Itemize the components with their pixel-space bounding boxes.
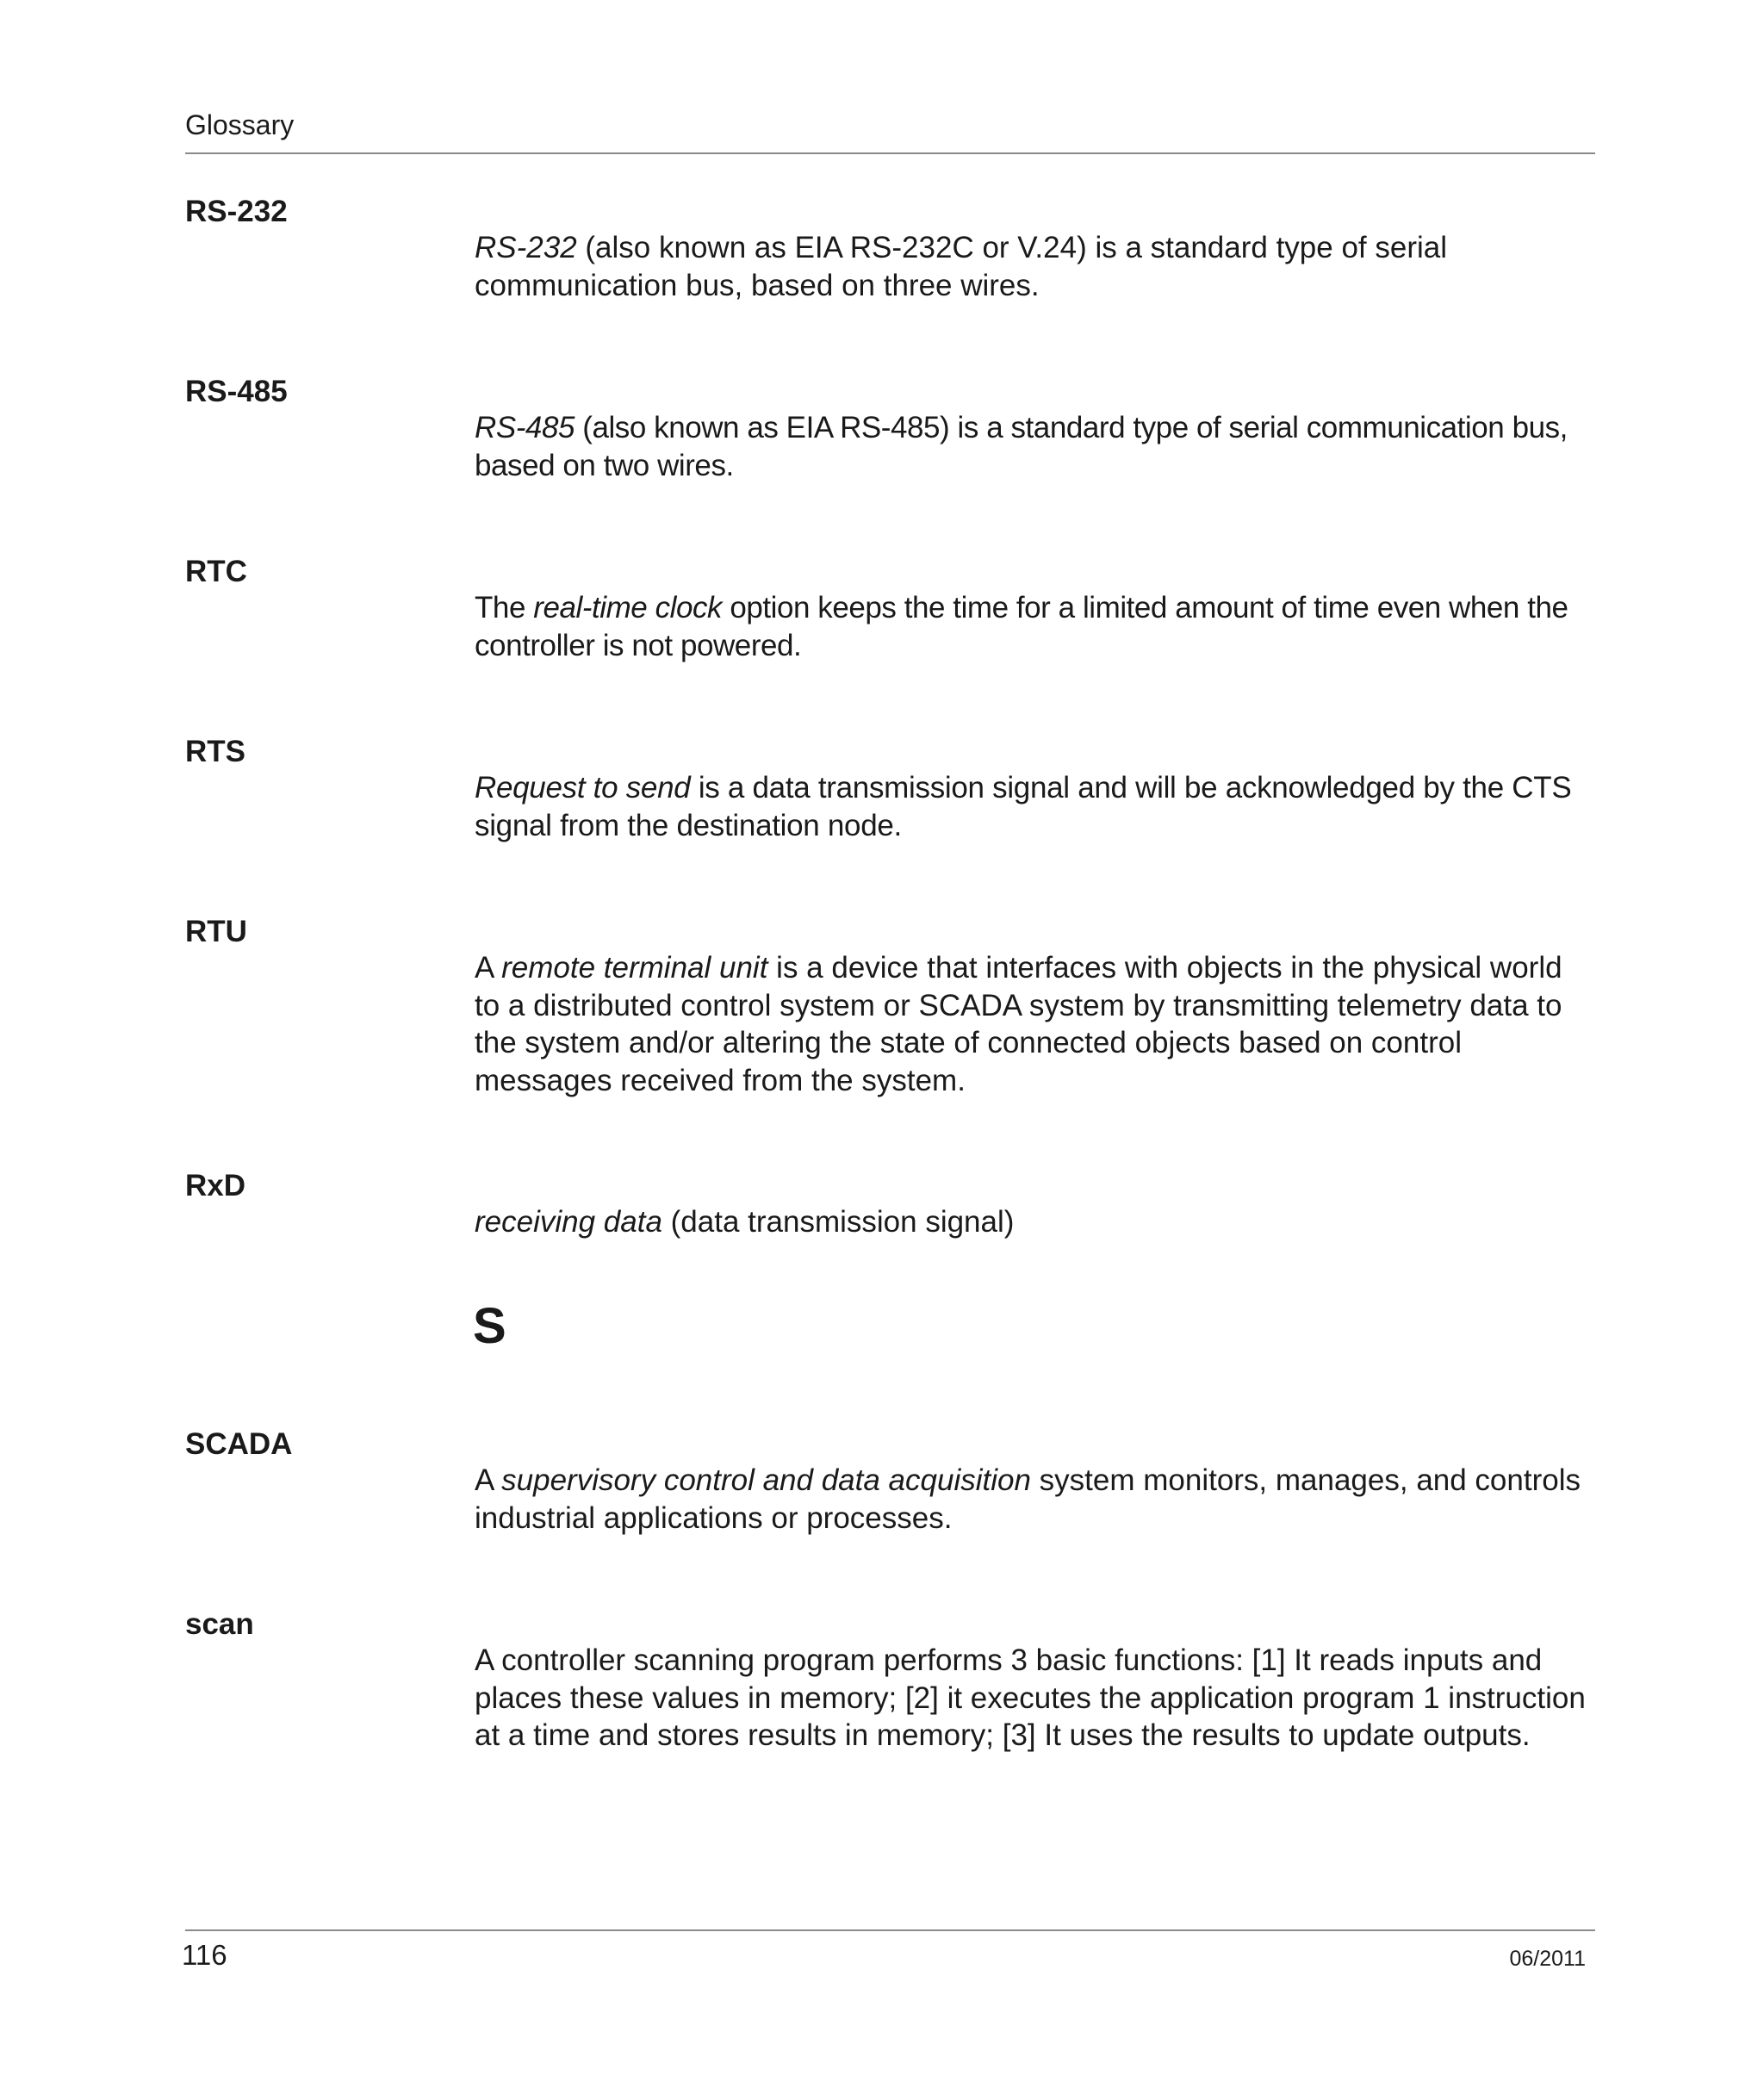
definition-emphasis: RS-485 bbox=[475, 411, 575, 444]
term: SCADA bbox=[185, 1427, 293, 1461]
definition-text: A bbox=[475, 951, 502, 985]
page-number: 116 bbox=[182, 1939, 227, 1971]
definition bbox=[475, 1642, 1594, 1755]
definition-text: option keeps the time for a limited amount of time even when the controller is not powered. bbox=[475, 591, 1568, 662]
definition-text: The bbox=[475, 591, 534, 624]
definition bbox=[475, 409, 1594, 484]
definition-text: A bbox=[475, 1463, 502, 1497]
definition-text: A controller scanning program performs 3 basic functions: [1] It reads inputs and places these values in memory; [2] it executes the application program 1 instruction at a time and stores results in memory; [3] It uses the results to update outputs. bbox=[475, 1643, 1586, 1752]
publication-date: 06/2011 bbox=[1509, 1947, 1586, 1971]
definition bbox=[475, 1462, 1594, 1537]
definition-text: system monitors, manages, and controls industrial applications or processes. bbox=[475, 1463, 1581, 1535]
definition-emphasis: RS-232 bbox=[475, 231, 577, 264]
term: scan bbox=[185, 1607, 254, 1641]
definition-emphasis: Request to send bbox=[475, 771, 691, 805]
definition-text: (also known as EIA RS-485) is a standard type of serial communication bus, based on two wires. bbox=[475, 411, 1568, 482]
term: RS-485 bbox=[185, 375, 288, 408]
term: RxD bbox=[185, 1169, 246, 1202]
definition bbox=[475, 229, 1491, 304]
definition bbox=[475, 589, 1594, 664]
term: RTS bbox=[185, 735, 245, 768]
term: RTC bbox=[185, 555, 247, 588]
definition bbox=[475, 1203, 1594, 1241]
term: RS-232 bbox=[185, 195, 288, 228]
definition bbox=[475, 949, 1594, 1099]
definition-emphasis: real-time clock bbox=[533, 591, 723, 624]
running-header: Glossary bbox=[185, 109, 295, 140]
footer-divider bbox=[185, 1929, 1595, 1931]
definition-text: is a device that interfaces with objects in the physical world to a distributed control system or SCADA system by transmitting telemetry data to the system and/or altering the state of connected objects based on control messages received from the system. bbox=[475, 951, 1562, 1097]
definition-text: (data transmission signal) bbox=[662, 1205, 1015, 1239]
definition-text: (also known as EIA RS-232C or V.24) is a standard type of serial communication bus, based on three wires. bbox=[475, 231, 1448, 302]
definition-text: is a data transmission signal and will be acknowledged by the CTS signal from the destination node. bbox=[475, 771, 1572, 842]
definition-emphasis: receiving data bbox=[475, 1205, 662, 1239]
section-letter-heading: S bbox=[473, 1298, 506, 1354]
definition bbox=[475, 769, 1594, 844]
term: RTU bbox=[185, 915, 247, 948]
definition-emphasis: remote terminal unit bbox=[501, 951, 768, 985]
definition-emphasis: supervisory control and data acquisition bbox=[501, 1463, 1031, 1497]
header-divider bbox=[185, 152, 1595, 154]
